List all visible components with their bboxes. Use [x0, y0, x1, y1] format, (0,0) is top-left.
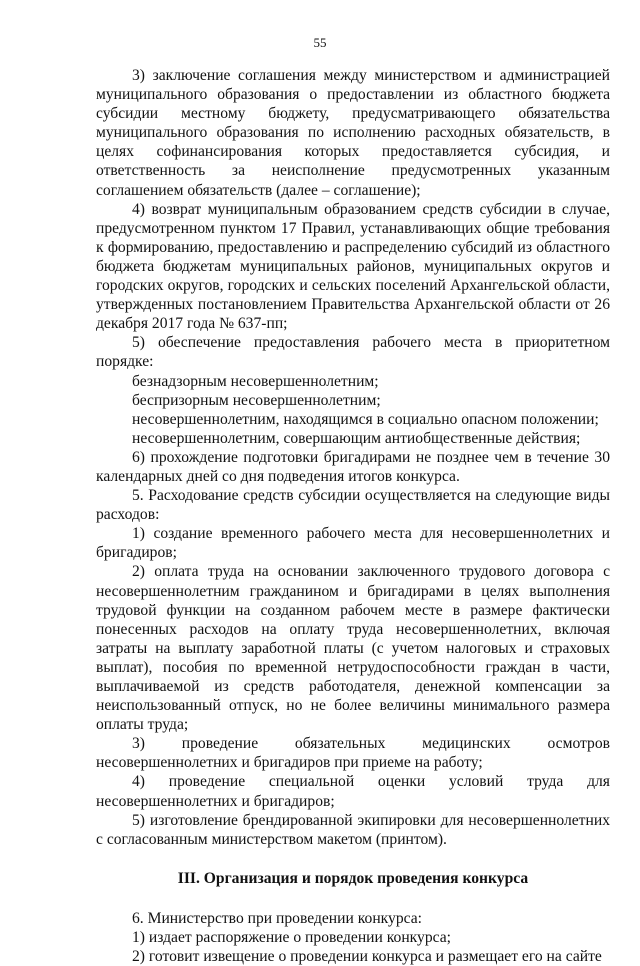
paragraph: 2) оплата труда на основании заключенного трудового договора с несовершеннолетним гражданином и бригадирами в целях выполнения трудовой функции на созданном рабочем месте в размере фактически понесенных расходов на оплату труда несовершеннолетних, включая затраты на выплату заработной платы (с учетом налоговых и страховых выплат), пособия по временной нетрудоспособности граждан в части, выплачиваемой из средств работодателя, денежной компенсации за неиспользованный отпуск, но не более величины минимального размера оплаты труда; [96, 563, 610, 734]
paragraph: беспризорным несовершеннолетним; [132, 391, 381, 409]
paragraph: 5) обеспечение предоставления рабочего места в приоритетном порядке: [96, 334, 610, 371]
paragraph: 6) прохождение подготовки бригадирами не позднее чем в течение 30 календарных дней со дня подведения итогов конкурса. [96, 448, 610, 485]
section-heading: III. Организация и порядок проведения конкурса [177, 869, 529, 887]
paragraph: 5) изготовление брендированной экипировки для несовершеннолетних с согласованным министерством макетом (принтом). [96, 811, 610, 848]
document-body [96, 66, 610, 966]
paragraph: 5. Расходование средств субсидии осуществляется на следующие виды расходов: [96, 487, 610, 524]
paragraph: несовершеннолетним, совершающим антиобщественные действия; [132, 429, 581, 447]
paragraph: 3) заключение соглашения между министерством и администрацией муниципального образования о предоставлении из областного бюджета субсидии местному бюджету, предусматривающего обязательства муниципального образования по исполнению расходных обязательств, в целях софинансирования которых предоставляется субсидия, и ответственность за неисполнение предусмотренных указанным соглашением обязательств (далее – соглашение); [96, 67, 610, 199]
paragraph: безнадзорным несовершеннолетним; [132, 372, 379, 390]
paragraph: 4) возврат муниципальным образованием средств субсидии в случае, предусмотренном пунктом 17 Правил, устанавливающих общие требования к формированию, предоставлению и распределению субсидий из областного бюджета бюджетам муниципальных районов, муниципальных округов и городских округов, городских и сельских поселений Архангельской области, утвержденных постановлением Правительства Архангельской области от 26 декабря 2017 года № 637-пп; [96, 200, 610, 333]
paragraph: 4) проведение специальной оценки условий труда для несовершеннолетних и бригадиров; [96, 773, 610, 810]
page-number: 55 [313, 35, 327, 50]
paragraph: 3) проведение обязательных медицинских осмотров несовершеннолетних и бригадиров при приеме на работу; [96, 735, 610, 772]
paragraph: 1) создание временного рабочего места для несовершеннолетних и бригадиров; [96, 525, 610, 562]
paragraph: несовершеннолетним, находящимся в социально опасном положении; [132, 410, 599, 428]
paragraph: 2) готовит извещение о проведении конкурса и размещает его на сайте [132, 948, 602, 966]
paragraph: 1) издает распоряжение о проведении конкурса; [132, 929, 452, 947]
paragraph: 6. Министерство при проведении конкурса: [132, 909, 422, 927]
